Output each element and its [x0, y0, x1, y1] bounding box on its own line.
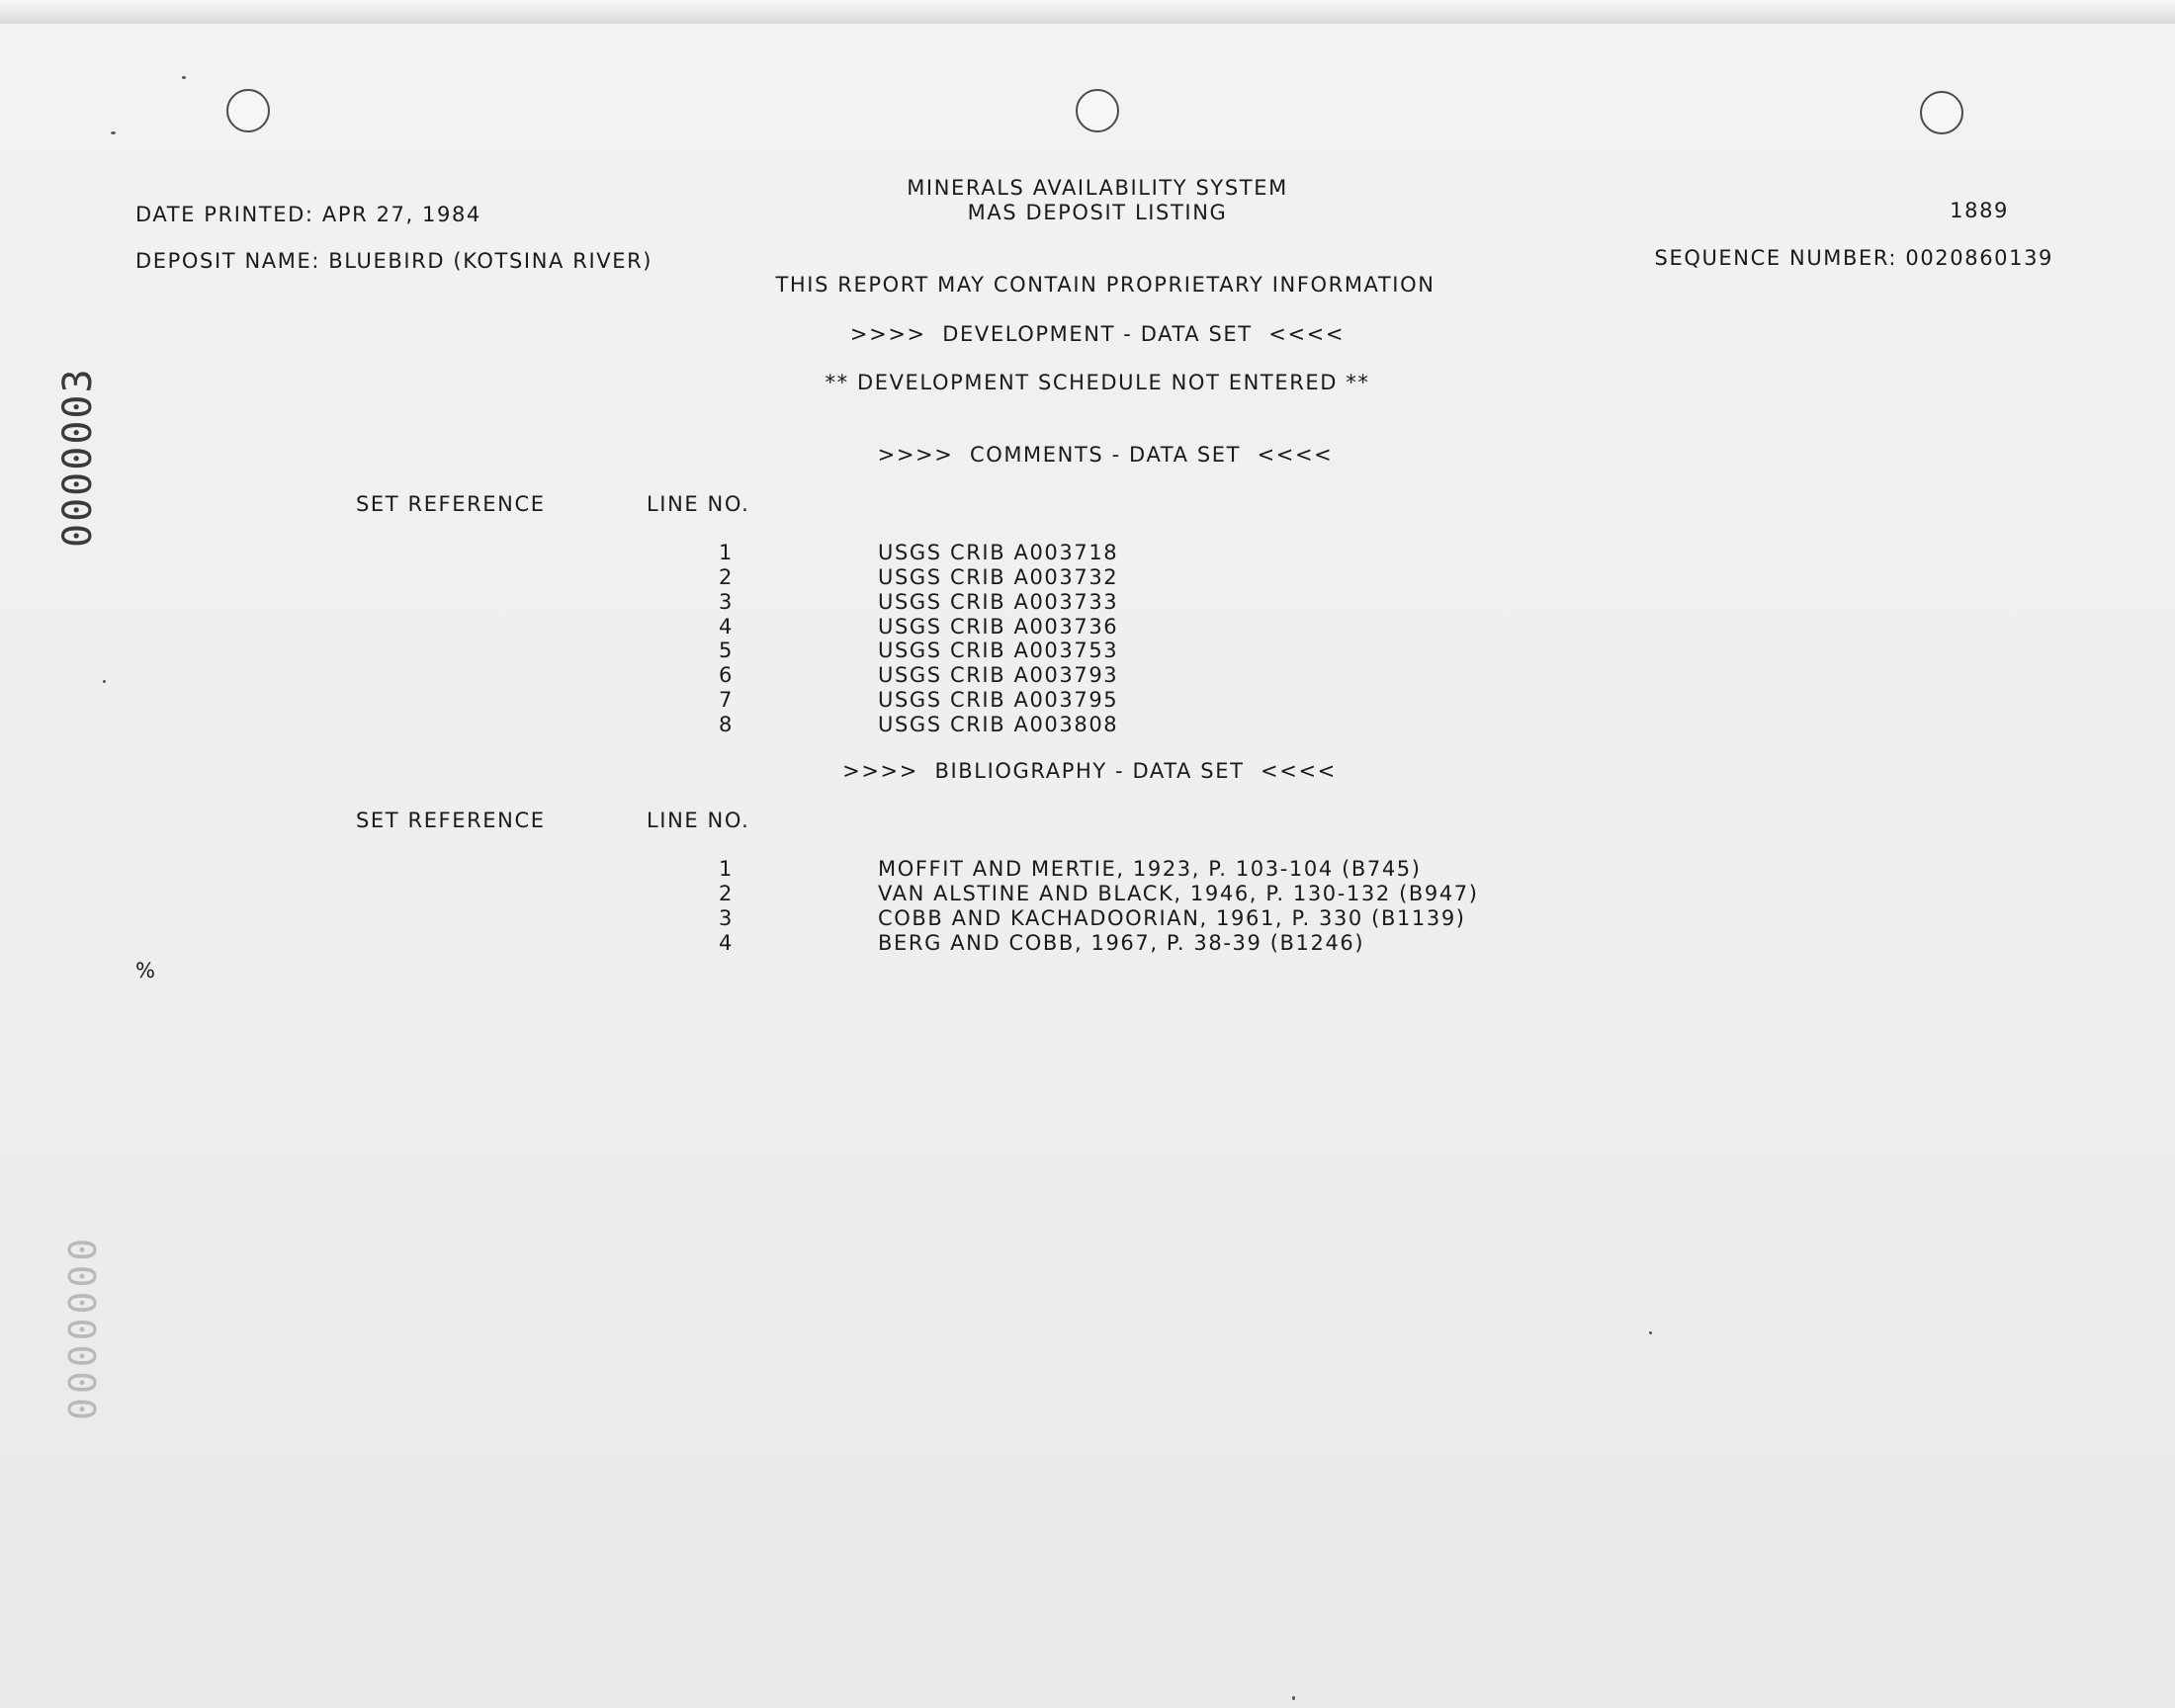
bibliography-entry: VAN ALSTINE AND BLACK, 1946, P. 130-132 (B947) — [878, 882, 1479, 905]
footer-mark: % — [135, 959, 157, 982]
bibliography-line-no: 1 — [719, 857, 734, 881]
scan-speck — [103, 680, 106, 683]
page-number: 1889 — [1950, 199, 2009, 222]
comment-line-no: 8 — [719, 713, 734, 736]
comment-line-no: 6 — [719, 663, 734, 687]
margin-stamp-faint: 0000000 — [61, 1234, 105, 1421]
binder-hole-center — [1076, 89, 1119, 132]
sequence-number: SEQUENCE NUMBER: 0020860139 — [1654, 246, 2053, 270]
development-heading: >>>> DEVELOPMENT - DATA SET <<<< — [849, 322, 1346, 346]
deposit-name: DEPOSIT NAME: BLUEBIRD (KOTSINA RIVER) — [135, 249, 653, 273]
bibliography-col-line-no: LINE NO. — [647, 809, 750, 832]
scan-speck — [1649, 1331, 1652, 1334]
system-title: MINERALS AVAILABILITY SYSTEM — [907, 176, 1288, 200]
scan-speck — [111, 131, 116, 134]
bibliography-entry: COBB AND KACHADOORIAN, 1961, P. 330 (B1139) — [878, 906, 1466, 930]
binder-hole-left — [226, 89, 270, 132]
comment-text: USGS CRIB A003753 — [878, 639, 1119, 662]
comments-col-line-no: LINE NO. — [647, 492, 750, 516]
comment-text: USGS CRIB A003733 — [878, 590, 1119, 614]
comment-line-no: 7 — [719, 688, 734, 712]
comments-heading: >>>> COMMENTS - DATA SET <<<< — [877, 443, 1334, 467]
scan-speck — [1292, 1696, 1295, 1700]
comment-text: USGS CRIB A003732 — [878, 565, 1119, 589]
bibliography-line-no: 3 — [719, 906, 734, 930]
bibliography-entry: MOFFIT AND MERTIE, 1923, P. 103-104 (B745) — [878, 857, 1422, 881]
bibliography-col-set-reference: SET REFERENCE — [356, 809, 546, 832]
proprietary-notice: THIS REPORT MAY CONTAIN PROPRIETARY INFORMATION — [775, 273, 1436, 297]
comment-text: USGS CRIB A003718 — [878, 541, 1119, 564]
comment-line-no: 1 — [719, 541, 734, 564]
bibliography-line-no: 4 — [719, 931, 734, 955]
comments-col-set-reference: SET REFERENCE — [356, 492, 546, 516]
bibliography-line-no: 2 — [719, 882, 734, 905]
paper-top-edge — [0, 0, 2175, 24]
comment-text: USGS CRIB A003793 — [878, 663, 1119, 687]
development-note: ** DEVELOPMENT SCHEDULE NOT ENTERED ** — [825, 371, 1370, 394]
date-printed: DATE PRINTED: APR 27, 1984 — [135, 203, 481, 226]
comment-line-no: 2 — [719, 565, 734, 589]
comment-line-no: 3 — [719, 590, 734, 614]
scan-speck — [182, 76, 186, 79]
margin-stamp-number: 0000003 — [55, 367, 101, 549]
comment-text: USGS CRIB A003736 — [878, 615, 1119, 639]
comment-line-no: 4 — [719, 615, 734, 639]
comment-text: USGS CRIB A003808 — [878, 713, 1119, 736]
listing-title: MAS DEPOSIT LISTING — [967, 201, 1228, 224]
bibliography-heading: >>>> BIBLIOGRAPHY - DATA SET <<<< — [842, 759, 1337, 783]
comment-text: USGS CRIB A003795 — [878, 688, 1119, 712]
binder-hole-right — [1920, 91, 1963, 134]
comment-line-no: 5 — [719, 639, 734, 662]
bibliography-entry: BERG AND COBB, 1967, P. 38-39 (B1246) — [878, 931, 1365, 955]
